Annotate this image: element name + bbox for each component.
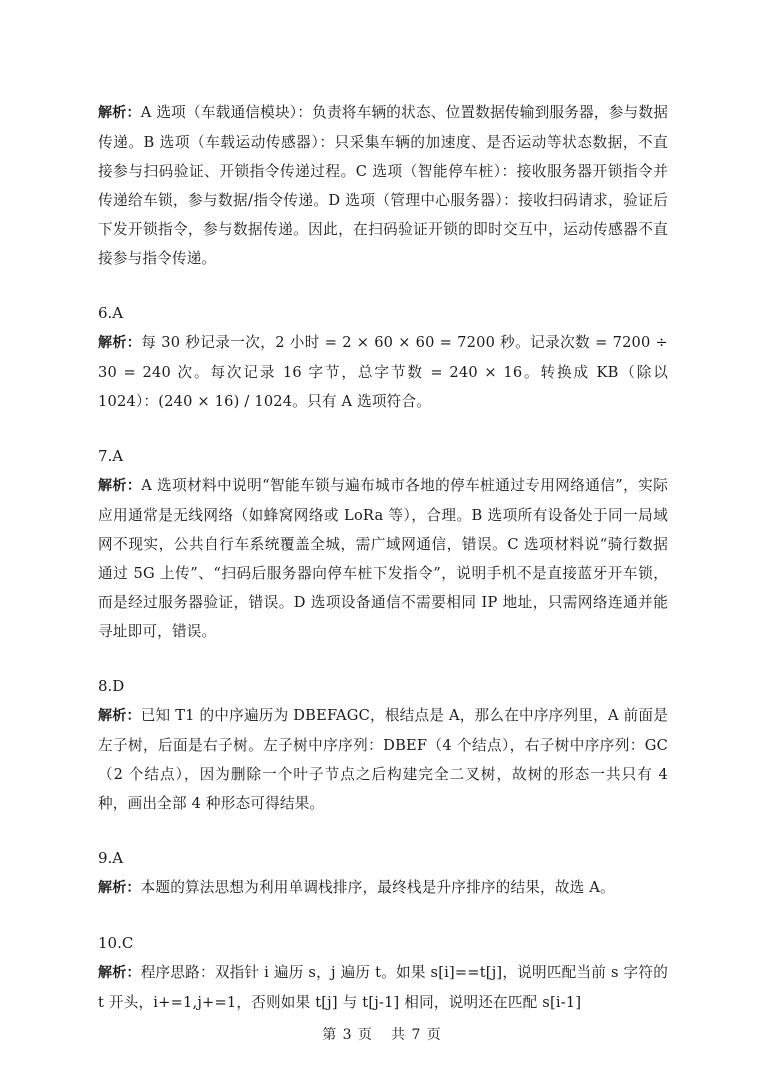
explanation-label: 解析： xyxy=(98,965,141,981)
explanation-label: 解析： xyxy=(98,880,141,896)
answer-section-8 xyxy=(98,672,668,818)
page-number: 第 3 页 xyxy=(322,1027,373,1043)
page-total: 共 7 页 xyxy=(391,1027,442,1043)
answer-section-6 xyxy=(98,299,668,416)
answer-section-7 xyxy=(98,442,668,646)
answer-explanation xyxy=(98,958,668,1017)
answer-explanation xyxy=(98,873,668,903)
question-number: 10.C xyxy=(98,934,134,952)
answer-section-9 xyxy=(98,844,668,903)
explanation-text: A 选项材料中说明“智能车锁与遍布城市各地的停车桩通过专用网络通信”，实际应用通常是无线网络（如蜂窝网络或 LoRa 等），合理。B 选项所有设备处于同一局域网不现实，公共自行车系统覆盖全城，需广域网通信，错误。C 选项材料说“骑行数据通过 5G 上传”、“扫码后服务器向停车桩下发指令”，说明手机不是直接蓝牙开车锁，而是经过服务器验证，错误。D 选项设备通信不需要相同 IP 地址，只需网络连通并能寻址即可，错误。 xyxy=(98,477,668,640)
page-footer xyxy=(0,1024,764,1044)
explanation-label: 解析： xyxy=(98,478,142,494)
explanation-text: 程序思路：双指针 i 遍历 s，j 遍历 t。如果 s[i]==t[j]，说明匹配当前 s 字符的 t 开头，i+=1,j+=1，否则如果 t[j] 与 t[j-1] 相同，说明还在匹配 s[i-1] xyxy=(98,964,668,1011)
answer-section-5 xyxy=(98,98,668,273)
document-body xyxy=(98,98,668,1043)
question-number: 8.D xyxy=(98,677,125,695)
answer-explanation xyxy=(98,701,668,818)
answer-explanation xyxy=(98,471,668,646)
answer-section-10 xyxy=(98,929,668,1017)
explanation-text: 已知 T1 的中序遍历为 DBEFAGC，根结点是 A，那么在中序序列里，A 前面是左子树，后面是右子树。左子树中序序列：DBEF（4 个结点），右子树中序序列：GC（2 个结点），因为删除一个叶子节点之后构建完全二叉树，故树的形态一共只有 4 种，画出全部 4 种形态可得结果。 xyxy=(98,707,668,812)
explanation-label: 解析： xyxy=(98,708,141,724)
answer-explanation xyxy=(98,328,668,416)
explanation-text: 本题的算法思想为利用单调栈排序，最终栈是升序排序的结果，故选 A。 xyxy=(140,879,615,896)
question-number: 7.A xyxy=(98,447,124,465)
question-number: 6.A xyxy=(98,304,124,322)
explanation-text: A 选项（车载通信模块）：负责将车辆的状态、位置数据传输到服务器，参与数据传递。B 选项（车载运动传感器）：只采集车辆的加速度、是否运动等状态数据，不直接参与扫码验证、开锁指令传递过程。C 选项（智能停车桩）：接收服务器开锁指令并传递给车锁，参与数据/指令传递。D 选项（管理中心服务器）：接收扫码请求，验证后下发开锁指令，参与数据传递。因此，在扫码验证开锁的即时交互中，运动传感器不直接参与指令传递。 xyxy=(98,104,669,267)
explanation-label: 解析： xyxy=(98,335,142,351)
explanation-label: 解析： xyxy=(98,105,141,121)
question-number: 9.A xyxy=(98,849,124,867)
explanation-text: 每 30 秒记录一次，2 小时 = 2 × 60 × 60 = 7200 秒。记录次数 = 7200 ÷ 30 = 240 次。每次记录 16 字节，总字节数 = 240 × 16。转换成 KB（除以 1024）：(240 × 16) / 1024。只有 A 选项符合。 xyxy=(98,334,668,410)
answer-explanation xyxy=(98,98,668,273)
